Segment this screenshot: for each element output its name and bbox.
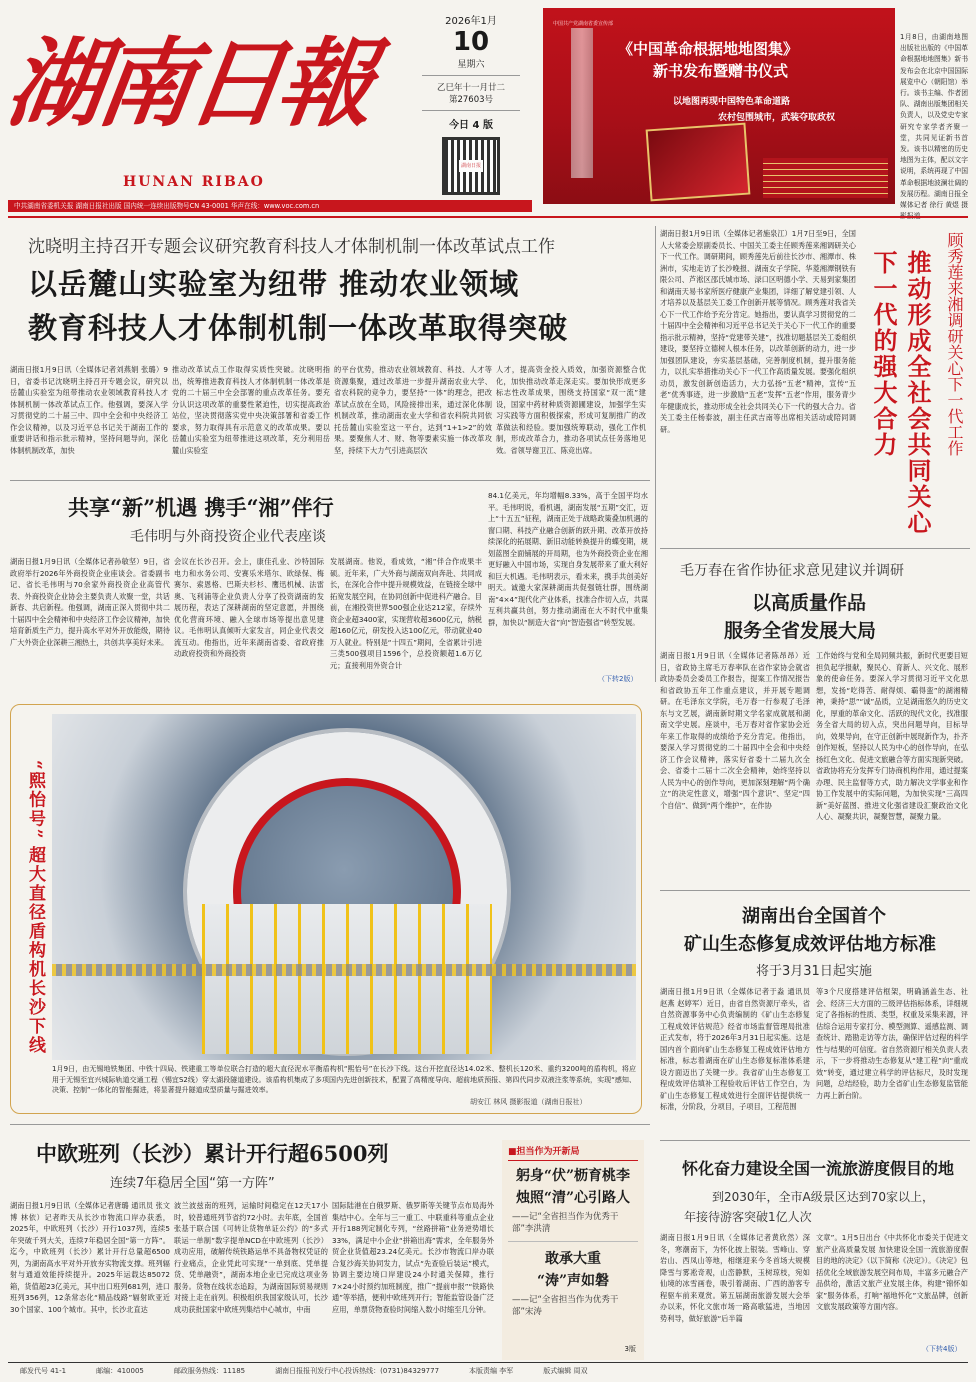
- date-day: 10: [452, 27, 490, 57]
- dangdang-title-2: 烛照“清”心引路人: [515, 1190, 631, 1206]
- china-europe-title: 中欧班列（长沙）累计开行超6500列: [36, 1141, 389, 1166]
- dangdang-byline-2: ——记“全省担当作为优秀干部”宋涛: [512, 1295, 619, 1317]
- dangdang-byline-1: ——记“全省担当作为优秀干部”李洪清: [512, 1212, 619, 1234]
- tunnel-title-1: “熙怡号”: [25, 760, 45, 841]
- dangdang-page-link[interactable]: 3版: [624, 1345, 636, 1353]
- qr-label: 湖南日报: [459, 160, 483, 172]
- share-col-3: 发展湖南。他说，看成效，“湘”伴合作成果丰硕。近年来，广大外商与湖南双向奔赴、共同成长，在深化合作中提升规模效益，在链接全球中拓宽发展空间，在协同创新中促进科产融合。目前，在湘投资世界500强企业达212家，存续外资企业超3400家，实现营收超3600亿元，纳税超160亿元，研发投入达100亿元，带动就业40万人就业。特别是“十四五”期间，全省累计引进三类500强项目1596个，总投资额超1.6万亿元；直接利用外资合计: [330, 557, 482, 670]
- dangdang-tag: ■担当作为开新局: [508, 1147, 580, 1157]
- banner-caption: 1月8日，由湖南地图出版社出版的《中国革命根据地地图集》新书发布会在北京中国国际展览中心（朝阳馆）举行。该书主编、作者团队、湖南出版集团相关负责人，以及党史专家研究专家学者齐聚一堂，共同见证新书首发。该书以精密的历史地图为主体，配以文字说明，系统再现了中国革命根据地波澜壮阔的发展历程。湖南日报全媒体记者 徐行 黄煜 摄: [900, 33, 968, 210]
- ecology-title-1: 湖南出台全国首个: [742, 906, 886, 927]
- issue-number: 第27603号: [448, 95, 494, 105]
- huaihua-sub-1: 到2030年，全市A级景区达到70家以上，: [712, 1190, 935, 1204]
- tunnel-title-2: 超大直径盾构机长沙下线: [25, 846, 45, 1055]
- footer-zip: 邮编：410005: [96, 1367, 144, 1375]
- lead-col-1: 湖南日报1月9日讯（全媒体记者刘燕娟 张璐）9日，省委书记沈晓明主持召开专题会议，研究以岳麓山实验室为纽带推动农业领域教育科技人才体制机制一体改革试点工作。他强调，要深入学习贯彻党的二十届三中、四中全会和中央经济工作会议精神，以及习近平总书记关于湖南工作的重要讲话和指示批示精神，坚持问题导向，深化体制机制改革，加快: [10, 365, 168, 455]
- huaihua-col-2: 文章”。1月5日出台《中共怀化市委关于促进文旅产业高质量发展 加快建设全国一流旅游度假目的地的决定》（以下简称《决定》）。《决定》包括优化全域旅游发展空间布局，丰富多元融合产品供给，激活文旅产业发展主体，构建“锦怀如家”服务体系，打响“福地怀化”文旅品牌，创新文旅发展政策等方面内容。: [816, 1233, 968, 1311]
- lead-col-3: 的平台优势，推动农业领域教育、科技、人才等资源集聚，通过改革进一步提升湖南农业大学、省农科院的竞争力，要坚持“一体”的理念，把改革试点放在全局，风险接排出来，通过深化体制机制改革，推动湖南农业大学和省农科院共同依托岳麓山实验室这一平台，达到“1+1>2”的效果。要聚焦人才、财、物等要素实施一体改革攻坚，持续下大力气引进高层次: [334, 365, 492, 455]
- book-launch-photo: [543, 8, 895, 204]
- banner-sub-1: 以地图再现中国特色革命道路: [673, 97, 791, 107]
- date-lunar: 乙巳年十一月廿二: [436, 83, 505, 93]
- mao-title-1: 以高质量作品: [752, 592, 867, 614]
- masthead-title: 湖南日報: [0, 27, 377, 140]
- ecology-sub: 将于3月31日起实施: [756, 964, 872, 979]
- tunnel-caption: 1月9日，由无锡地铁集团、中铁十四局、铁建重工等单位联合打造的超大直径泥水平衡盾构机“熙怡号”在长沙下线。这台开挖直径达14.02米、整机长120米、重约3200吨的盾构机，将应用于无锡至宜兴城际轨道交通工程（锡宜S2线）穿太湖段隧道建设。该盾构机集成了多项国内先进创新技术，配置了高精度导向、超前地质预报、第四代同步双液注浆等系统，实现“感知、决策、控制”一体化的智能掘进，将显著提升隧道成型质量与掘进效率。: [52, 1065, 636, 1094]
- footer-editor: 本版责编 李军: [469, 1367, 514, 1375]
- book-icon: [646, 123, 751, 202]
- mao-title-2: 服务全省发展大局: [724, 620, 877, 642]
- dangdang-title-3: 敢承大重: [545, 1251, 601, 1267]
- lead-col-2: 推动改革试点工作取得实质性突破。沈晓明指出，统筹推进教育科技人才体制机制一体改革是党的二十届三中全会部署的重点改革任务。要充分认识这项改革的重要性紧迫性，切实提高政治站位，坚决贯彻落实党中央决策部署和省委工作要求，努力取得具有示范意义的改革成果。要以岳麓山实验室为纽带推进这项改革，充分利用岳麓山实验室: [172, 365, 330, 455]
- footer-postal-code: 邮发代号 41-1: [20, 1367, 67, 1375]
- guxiulian-title: 推动形成全社会共同关心下一代的强大合力: [869, 250, 932, 536]
- tunnel-credit: 胡安江 林风 摄影报道（湖南日报社）: [470, 1098, 587, 1106]
- share-col-2: 会议在长沙召开。会上，康佳孔业、沙特国际电力和水务公司、安赛乐米塔尔、欧绿保、梅赛尔、索恩格、巴斯夫杉杉、鹰迅机械、法雷奥、飞利浦等企业负责人分享了投资湖南的发展历程，表达了深耕湖南的坚定意愿，并围绕优化营商环境、融入全球市场等提出意见建议。毛伟明认真倾听大家发言，同企业代表交流互动。他指出，近年来湖南省委、省政府推动政府投资和外商投资: [174, 557, 324, 658]
- dangdang-box: [502, 1140, 644, 1360]
- china-europe-col-2: 波兰波兹南的班列，运输时间稳定在12天17小时，较普通班列节省约72小时。去年底，全国首张基于联合国《可转让货物单证公约》的“多式联运一单制”数字提单NCD在中欧班列（长沙）成功应用，破解传统铁路运单不具备物权凭证的行业痛点，企业凭此可实现“一单到底、凭单提货、凭单融资”，湖南本地企业已完成这项业务服务。货物在线状态追踪，为湖南国际贸易规则对接上走在前列。积极组织我国家级认可，长沙成功获批国家中欧班列集结中心城市，中南: [174, 1201, 328, 1314]
- footer-hotline: 邮政服务热线：11185: [173, 1367, 246, 1375]
- lead-title-1: 以岳麓山实验室为纽带 推动农业领域: [28, 267, 520, 301]
- huaihua-col-1: 湖南日报1月9日讯（全媒体记者黄欣然）深冬，寒潮南下，为怀化披上银装。雪峰山、穿岩山、西凤山等地，相继迎来今冬首场大规模降雪与雾凇奇观，山峦静默，玉树琼枝，宛如仙境的冰雪画卷，吸引着湖南、广西的游客专程驱车前来观赏。第五届湖南旅游发展大会举办以来，怀化文旅市场一路高歌猛进，当地因势利导，做好旅游“后半篇: [660, 1233, 810, 1323]
- china-europe-sub: 连续7年稳居全国“第一方阵”: [110, 1176, 275, 1191]
- banner-sub-2: 农村包围城市，武装夺取政权: [718, 113, 836, 123]
- footer-complaint: 湖南日报报刊发行中心投诉热线：(0731)84329777: [275, 1367, 440, 1375]
- banner-title-1: 《中国革命根据地地图集》: [618, 40, 799, 58]
- qr-code-icon[interactable]: [442, 137, 500, 195]
- masthead-sub-bar: [8, 200, 532, 212]
- masthead-pinyin: HUNAN RIBAO: [123, 174, 265, 190]
- huaihua-continued-link[interactable]: （下转4版）: [922, 1345, 962, 1353]
- huaihua-title: 怀化奋力建设全国一流旅游度假目的地: [682, 1159, 955, 1178]
- dangdang-title-1: 躬身“伏”枥育桃李: [515, 1168, 631, 1184]
- monument-icon: [571, 28, 593, 178]
- huaihua-sub-2: 年接待游客突破1亿人次: [684, 1210, 812, 1224]
- ecology-title-2: 矿山生态修复成效评估地方标准: [684, 934, 936, 955]
- mao-col-2: 工作始终与党和全局同频共振，新时代更要目短担负起学报献，聚民心、育新人、兴文化、展形象的使命任务。要深入学习贯彻习近平文化思想，发扬“吃得苦、耐得烦、霸得蛮”的湖湘精神，秉持“思”“诚”品质，立足湖南悠久的历史文化，厚重的革命文化、活跃的现代文化，找准服务全省大局的切入点，突出问题导向，目标导向，效果导向，在守正创新中展现新作为，扑齐创作短板，坚持以人民为中心的创作导向，在弘扬红色文化、促进文旅融合等方面实现新突破。省政协将充分发挥专门协商机构作用，通过提案办理、民主监督等方式，助力解决文学事业和作协工作发展中的实际问题，为加快实现“三高四新”美好蓝图、推进文化强省建设汇聚政治文化人心、凝聚共识，凝聚智慧，凝聚力量。: [816, 651, 968, 821]
- ecology-col-2: 等3个尺度搭建评估框架，明确涵盖生态、社会、经济三大方面的三级评估指标体系，详细规定了各指标的性质、类型，权重及采集来源，评估综合运用专家打分、模型测算、遥感监测、调查统计、踏勘走访等方法，确保评估过程的科学性与结果的可信度。省自然资源厅相关负责人表示，下一步将推动生态修复从“建工程”向“重成效”转变，通过建立科学的评估标尺，及时发现问题，总结经验，助力全省矿山生态修复监管能力再上新台阶。: [816, 987, 968, 1100]
- date-box: [412, 8, 530, 193]
- guxiulian-text: 湖南日报1月9日讯（全媒体记者施泉江）1月7日至9日，全国人大常委会原副委员长、中国关工委主任顾秀莲来湘调研关心下一代工作。调研期间，顾秀莲先后前往长沙市、湘潭市、株洲市，实地走访了长沙晚报、湖南女子学院、华菱湘潭钢铁有限公司、芦淞区邵氏城市场、渌口区明德小学、天易到家集团和湖南天易书家所医疗健康产业集团，详细了解党建引领、人才培养以及基层关工委工作创新开展等情况。顾秀莲对我省关心下一代工作给予充分肯定。她指出，要认真学习贯彻党的二十届四中全会精神和习近平总书记关于关心下一代工作的重要指示批示精神，坚持“党建带关建”，找准切题基层关工委组织建设，要坚持立德树人根本任务，以改革创新的动力，进一步加强团队建设，夯实基层基础，完善制度机制，提升服务能力，以扎实举措推动关心下一代工作高质量发展。要强化组织动员，激发创新创造活力，大力弘扬“五老”精神，宣传“五老”优秀事迹，进一步激励“五老”发挥“五老”作用，服务青少年健康成长，推动形成全社会共同关心下一代的强大合力。省关工委主任杨泰波，副主任武吉南等出席相关活动或陪同调研。: [660, 229, 856, 434]
- banner-small-text: 中国共产党湖南省委宣传部: [553, 21, 614, 27]
- shield-machine-photo: [52, 714, 636, 1060]
- china-europe-col-1: 湖南日报1月9日讯（全媒体记者唐璐 通讯员 张文博 林依）记者昨天从长沙市物流口岸办获悉，2025年，中欧班列（长沙）开行1037列，连续5年突破千列大关，连续7年稳居全国“第一方阵”。迄今，中欧班列（长沙）累计开行总量超6500列，为湖南高水平对外开放夯实物流支撑。班列辐射与通道效能持续提升。2025年运载达85072箱，货值超23亿美元，其中出口班列681列，进口班列356列，12条常态化“精品线路”辐射欧亚近30个国家、100个城市。其中，长沙北直达: [10, 1201, 170, 1314]
- share-title: 共享“新”机遇 携手“湘”伴行: [68, 495, 334, 520]
- banner-title-2: 新书发布暨赠书仪式: [653, 62, 789, 80]
- walkway-icon: [52, 964, 636, 976]
- footer: [20, 1366, 960, 1376]
- share-col-1: 湖南日报1月9日讯（全媒体记者孙敏坚）9日，省政府举行2026年外商投资企业座谈会。省委副书记、省长毛伟明与70余家外商投资企业高管代表、外商投资企业协会主要负责人欢聚一堂，共话新春、共启新程。他强调，湖南正深入贯彻中共二十届四中全会精神和中央经济工作会议精神，加快培育新质生产力，提升高水平对外开放能级，期待广大外资企业深耕三湘热土，共创共享美好未来。: [10, 557, 170, 647]
- dangdang-tag-text: 担当作为开新局: [516, 1147, 580, 1157]
- ecology-col-1: 湖南日报1月9日讯（全媒体记者于淼 通讯员 赵燕 赵婷军）近日，由省自然资源厅牵头，省自然资源事务中心负责编制的《矿山生态修复工程成效评估规范》经省市场监督管理局批准正式发布，将于2026年3月31日起实施。这是国内首个面向矿山生态修复工程成效评估地方标准，标志着湖南在矿山生态修复标准体系建设方面迈出了关键一步。我省矿山生态修复工程成效评估填补工程验收后评估工作空白，为矿山生态修复工程成效进行全面评估提供统一标准，分阶段，分项目，子项目，工程范围: [660, 987, 810, 1111]
- share-col-4: 84.1亿美元，年均增幅8.33%，高于全国平均水平。毛伟明说，看机遇，湖南发展“五期”交汇，迈上“十五五”征程，湖南正处于战略政策叠加机遇的窗口期、科技产业融合创新的跃升期、改革开放持续深化的拓展期、新旧动能转换提升的蝶变期，规划蓝图全面铺展的开局期，也为外商投资企业在湘更好融入中国市场，实现自身发展带来了重大利好和巨大机遇。毛伟明表示，看未来，携手共创美好明天。诚邀大家深耕湖南共促强链壮群，围绕湖南“4×4”现代化产业体系，找准合作切入点，共谋互利共赢共创，努力推动湖南在大不时代中重集群，加快以“制造大省”向“智造强省”转型发展。: [488, 491, 648, 627]
- masthead-logo: [0, 4, 408, 190]
- date-weekday: 星期六: [457, 60, 485, 70]
- guxiulian-kicker: 顾秀莲来湘调研关心下一代工作: [945, 232, 964, 456]
- lead-col-4: 人才，提高资金投入质效，加强资源整合优化，加快推动改革走深走实。要加快形成更多标志性改革成果，围绕支持国家“双一流”建设，国家中药材种质资源圃建设，加强学生实习实践等方面积极探索，形成可复制推广的改革做法和经验。要加强统筹联动，强化工作机制，形成改革合力，推动各项试点任务落地见效。省领导谢卫江、陈竞出席。: [496, 365, 646, 455]
- mao-kicker: 毛万春在省作协征求意见建议并调研: [680, 563, 904, 579]
- masthead-sub-text: 中共湖南省委机关报 湖南日报社出版 国内统一连续出版物号CN 43-0001 华声在线：www.voc.com.cn: [14, 202, 320, 210]
- page-count: 今日 4 版: [449, 120, 493, 131]
- china-europe-col-3: 国际陆港在白俄罗斯、俄罗斯等关键节点布局海外集结中心。全年与三一重工、中联重科等重点企业开行188列定制化专列，“丝路拼箱”业务逆势增长33%，满足中小企业“拼箱出海”需求，全年服务外贸企业货值超23.24亿美元。长沙市物流口岸办联合复沙海关协同发力，试点“先查验后装运”模式，协调主要边境口岸建设24小时通关保障，推行7×24小时预约加班制度，推广“提前申报”“铁路快通”等举措，便利中欧班列开行；智能监管设备广泛应用，单票货物查验时间缩入数小时缩至几分钟。: [332, 1201, 494, 1314]
- worker-platform-icon: [202, 904, 492, 1054]
- dangdang-title-4: “涛”声如磐: [536, 1273, 610, 1289]
- lead-title-2: 教育科技人才体制机制一体改革取得突破: [28, 311, 569, 345]
- share-continued-link[interactable]: （下转2版）: [598, 675, 638, 683]
- book-stack-icon: [763, 158, 888, 198]
- lead-kicker: 沈晓明主持召开专题会议研究教育科技人才体制机制一体改革试点工作: [28, 237, 555, 257]
- date-month: 2026年1月: [445, 16, 497, 27]
- mao-col-1: 湖南日报1月9日讯（全媒体记者陈昂昂）近日，省政协主席毛万春率队在省作家协会就省政协委员会委员工作报告，提案工作情况报告和省政协五年工作重点建议，并开展专题调研。在毛泽东文学院，毛万春一行参观了毛泽东与文艺展，湖南新时期文学名家成就展和湖南文学史展。座谈中，毛万春对省作家协会近年来工作取得的成绩给予充分肯定。他指出，要深入学习贯彻党的二十届四中全会和中央经济工作会议精神，落实好省委十二届九次全会、省委十二届十二次全会精神，始终坚持以人民为中心的创作导向，更加深刻理解“两个确立”的决定性意义，增强“四个意识”、坚定“四个自信”、做到“两个维护”，在作协: [660, 651, 810, 810]
- footer-layout-editor: 版式编辑 周双: [543, 1367, 588, 1375]
- share-sub: 毛伟明与外商投资企业代表座谈: [130, 529, 326, 545]
